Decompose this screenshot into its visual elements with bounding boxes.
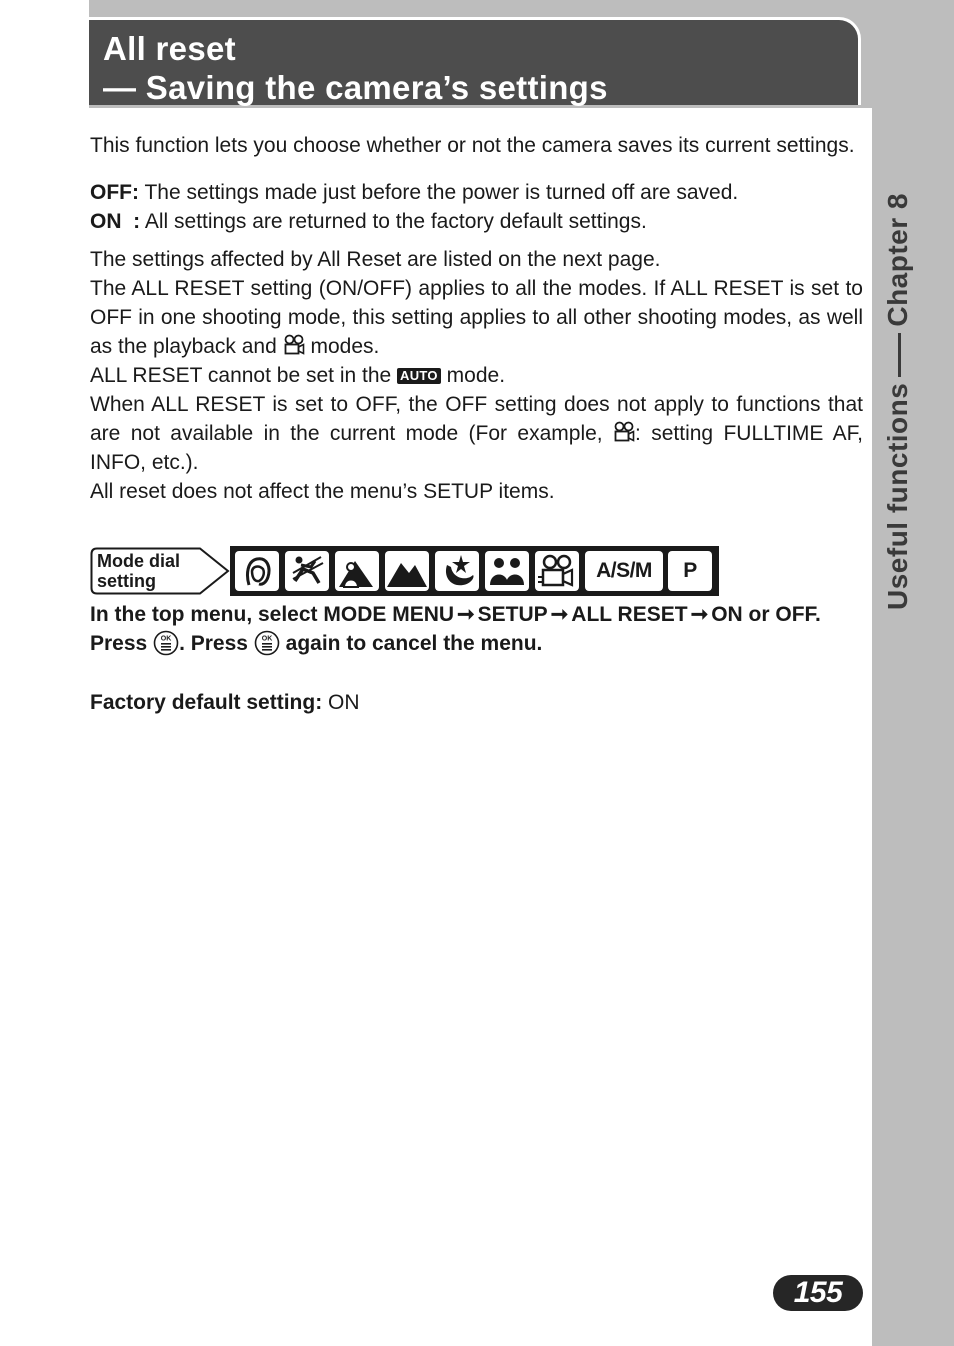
factory-default-value: ON xyxy=(322,691,360,714)
mode-dial-tag xyxy=(90,547,230,595)
when-paragraph: When ALL RESET is set to OFF, the OFF setting does not apply to functions that are not available in the current mode (For example, : setting FULLTIME AF, INFO, etc.). xyxy=(90,393,863,474)
section-label: Useful functions xyxy=(882,382,913,610)
off-description: OFF: The settings made just before the power is turned off are saved. xyxy=(90,181,739,204)
factory-default-label: Factory default setting: xyxy=(90,691,323,714)
arrow-right-icon: ➞ xyxy=(550,603,569,626)
instruction-text: In the top menu, select MODE MENU ➞ SETUP ➞ ALL RESET ➞ ON or OFF. Press OK . Press OK again to cancel the menu. xyxy=(90,600,863,658)
dash-divider xyxy=(898,333,901,377)
ok-button-icon xyxy=(254,630,280,656)
svg-text:OK: OK xyxy=(261,635,273,643)
auto-mode-icon: AUTO xyxy=(397,368,441,384)
chapter-tab xyxy=(882,130,914,610)
ok-button-icon xyxy=(153,630,179,656)
auto-paragraph: ALL RESET cannot be set in the AUTO mode. xyxy=(90,364,506,387)
landscape-icon xyxy=(385,551,429,591)
arrow-right-icon: ➞ xyxy=(457,603,475,626)
night-scene-icon xyxy=(435,551,479,591)
intro-paragraph: This function lets you choose whether or not the camera saves its current settings. xyxy=(90,134,855,157)
p-mode-label: P xyxy=(668,551,712,591)
mode-dial-row xyxy=(90,545,730,597)
applies-paragraph: The ALL RESET setting (ON/OFF) applies to all the modes. If ALL RESET is set to OFF in one shooting mode, this setting applies to all other shooting modes, as well as the playback and modes. xyxy=(90,277,863,358)
mode-dial-label: Mode dial setting xyxy=(97,551,181,591)
title-banner xyxy=(89,17,861,105)
movie-icon xyxy=(613,421,635,443)
asm-mode-label: A/S/M xyxy=(585,551,663,591)
next-page-note: The settings affected by All Reset are listed on the next page. xyxy=(90,248,661,271)
on-label: ON : xyxy=(90,210,141,233)
arrow-right-icon: ➞ xyxy=(690,603,709,626)
factory-default xyxy=(90,688,360,717)
chapter-label: Chapter 8 xyxy=(882,193,913,327)
self-portrait-icon xyxy=(485,551,529,591)
svg-text:OK: OK xyxy=(160,635,172,643)
mode-icon-strip xyxy=(230,546,719,596)
movie-icon xyxy=(535,551,579,591)
body-text xyxy=(90,131,863,506)
on-description: ON : All settings are returned to the factory default settings. xyxy=(90,210,647,233)
page-title: All reset xyxy=(103,30,236,67)
landscape-portrait-icon xyxy=(335,551,379,591)
movie-icon xyxy=(283,334,305,356)
sports-icon xyxy=(285,551,329,591)
portrait-icon xyxy=(235,551,279,591)
off-label: OFF: xyxy=(90,181,139,204)
setup-paragraph: All reset does not affect the menu’s SETUP items. xyxy=(90,480,555,503)
page-subtitle: — Saving the camera’s settings xyxy=(103,69,608,106)
page-number: 155 xyxy=(773,1275,863,1311)
